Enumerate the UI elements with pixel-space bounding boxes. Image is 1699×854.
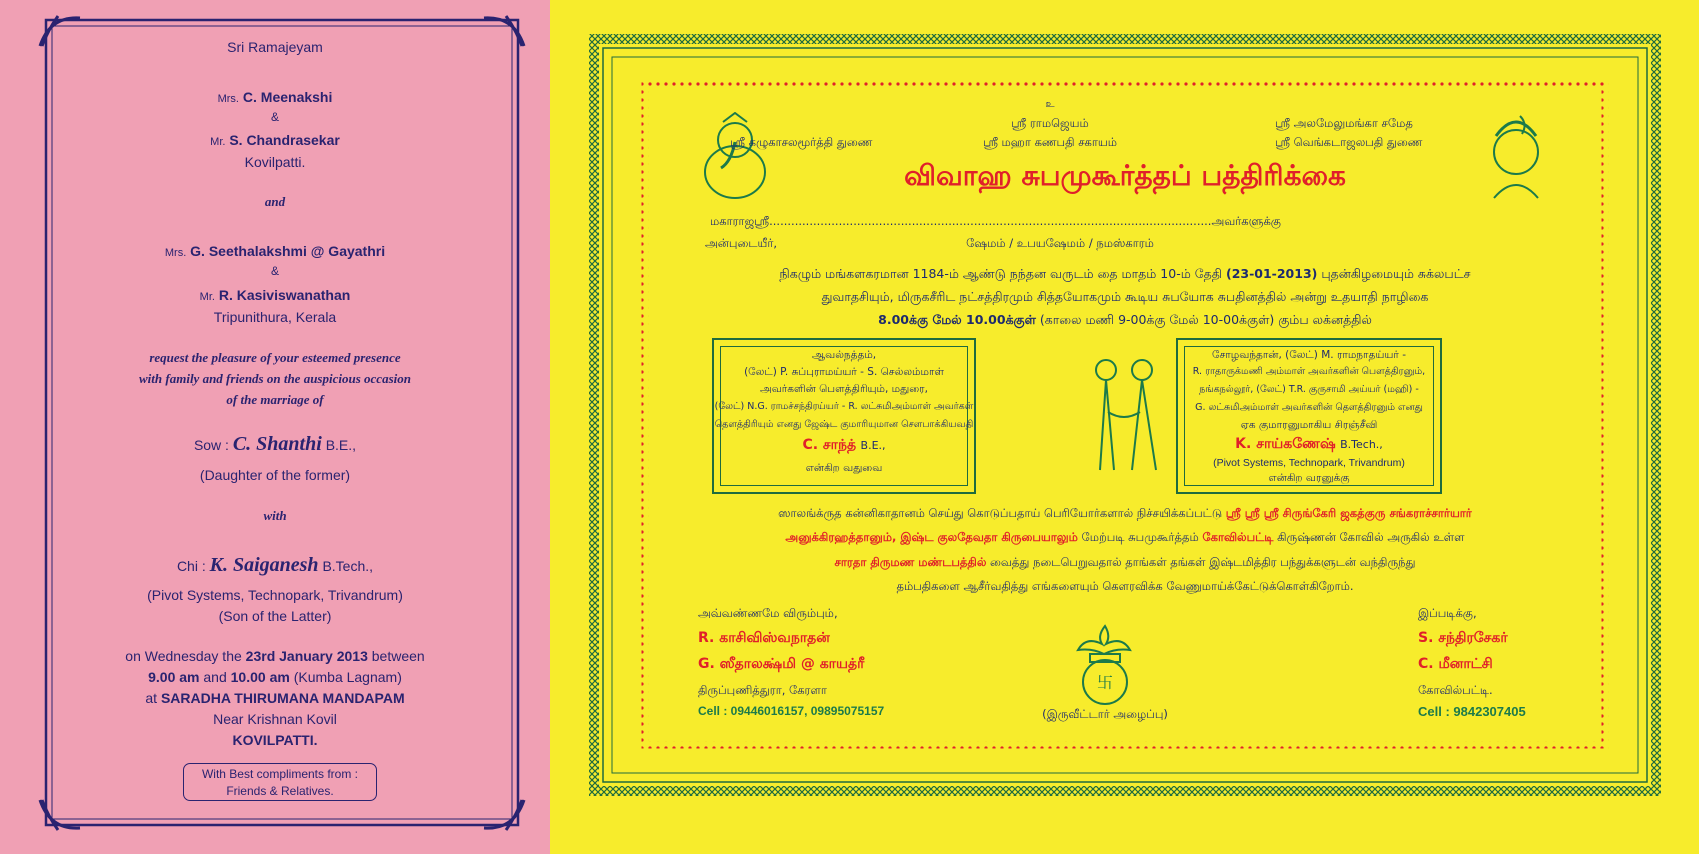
with-text: with: [263, 508, 287, 523]
bride-box-line-3: அவர்களின் பௌத்திரியும், மதுரை,: [760, 383, 928, 395]
couple-image: [1070, 352, 1180, 472]
and-text: and: [264, 194, 286, 209]
right-sig-name-1: S. சந்திரசேகர்: [1418, 630, 1508, 646]
bride-place: Kovilpatti.: [244, 154, 306, 170]
left-sig-name-1: R. காசிவிஸ்வநாதன்: [698, 630, 830, 646]
left-sig-place: திருப்புணித்துரா, கேரளா: [698, 683, 827, 697]
greeting: ஷேமம் / உபயஷேமம் / நமஸ்காரம்: [966, 236, 1154, 250]
bride-line: Sow : C. Shanthi B.E.,: [193, 433, 357, 455]
body-line-1: ஸாலங்க்ருத கன்னிகாதானம் செய்து கொடுப்பதாய் பெரியோர்களால் நிச்சயிக்கப்பட்டு ஸ்ரீ ஸ்ரீ ஸ்ரீ சிருங்கேரி ஜகத்குரு சங்கராச்சார்யார்: [778, 506, 1472, 520]
left-sig-pre: அவ்வண்ணமே விரும்பும்,: [698, 606, 838, 620]
groom-place: Tripunithura, Kerala: [213, 309, 337, 325]
bride-box-line-5: தௌத்திரியும் எனது ஜேஷ்ட குமாரியுமான சௌபாக்கியவதி: [714, 419, 974, 430]
date-line: on Wednesday the 23rd January 2013 between: [125, 648, 425, 664]
groom-work: (Pivot Systems, Technopark, Trivandrum): [147, 587, 403, 603]
request-line-3: of the marriage of: [226, 392, 324, 407]
groom-box-line-5: ஏக குமாரனுமாகிய சிரஞ்சீவி: [1240, 419, 1378, 431]
left-sig-cell: Cell : 09446016157, 09895075157: [698, 704, 885, 718]
para-line-2: துவாதசியும், மிருகசீரிட நட்சத்திரமும் சித்தயோகமும் கூடிய சுபயோக சுபதினத்தில் அன்று உதயாதி நாழிகை: [821, 289, 1429, 304]
groom-line: Chi : K. Saiganesh B.Tech.,: [176, 554, 374, 576]
invocation-right-1: ஸ்ரீ அலமேலுமங்கா சமேத: [1275, 116, 1413, 130]
body-line-2: அனுக்கிரஹத்தானும், இஷ்ட குலதேவதா கிருபையாலும் மேற்படி சுபமுகூர்த்தம் கோவில்பட்டி கிருஷ்ணன் கோவில் அருகில் உள்ள: [785, 530, 1465, 544]
right-sig-place: கோவில்பட்டி.: [1418, 683, 1493, 697]
para-line-1: நிகழும் மங்களகரமான 1184-ம் ஆண்டு நந்தன வருடம் தை மாதம் 10-ம் தேதி (23-01-2013) புதன்கிழமையும் சுக்லபட்ச: [779, 266, 1471, 281]
krishna-image: [1480, 112, 1552, 202]
groom-box-work: (Pivot Systems, Technopark, Trivandrum): [1213, 457, 1405, 469]
bride-box-name: C. சாந்த் B.E.,: [802, 437, 886, 453]
ganesha-image: [697, 112, 773, 202]
bride-box-line-1: ஆவல்நத்தம்,: [811, 349, 877, 361]
compliments-line-1: With Best compliments from :: [201, 767, 359, 781]
groom-relation: (Son of the Latter): [218, 608, 332, 624]
tamil-invitation-panel: [550, 0, 1699, 854]
invocation-center-2: ஸ்ரீ மஹா கணபதி சகாயம்: [982, 135, 1118, 149]
groom-box-name: K. சாய்கணேஷ் B.Tech.,: [1235, 436, 1383, 452]
bride-box-line-2: (லேட்) P. சுப்புராமய்யர் - S. செல்லம்மாள்: [744, 366, 944, 378]
left-sig-name-2: G. ஸீதாலக்ஷ்மி @ காயத்ரீ: [698, 656, 865, 672]
invocation-right-2: ஸ்ரீ வெங்கடாஜலபதி துணை: [1275, 135, 1423, 149]
invitation-title: விவாஹ சுபமுகூர்த்தப் பத்திரிக்கை: [904, 159, 1346, 192]
request-line-1: request the pleasure of your esteemed presence: [149, 350, 401, 365]
bride-relation: (Daughter of the former): [199, 467, 351, 483]
invocation-left: ஸ்ரீ கழுகாசலமூர்த்தி துணை: [730, 135, 873, 149]
groom-box-suffix: என்கிற வரனுக்கு: [1268, 472, 1350, 484]
compliments-line-2: Friends & Relatives.: [226, 784, 334, 798]
ampersand-1: &: [270, 110, 279, 124]
groom-box-line-2: R. ராதாருக்மணி அம்மாள் அவர்களின் பௌத்திரனும்,: [1192, 366, 1426, 377]
para-line-3: 8.00க்கு மேல் 10.00க்குள் (காலை மணி 9-00க்கு மேல் 10-00க்குள்) கும்ப லக்னத்தில்: [878, 312, 1372, 327]
right-sig-name-2: C. மீனாட்சி: [1418, 656, 1493, 672]
groom-box-line-1: சோழவந்தான், (லேட்) M. ராமநாதய்யர் -: [1211, 349, 1406, 361]
town-line: KOVILPATTI.: [232, 732, 318, 748]
bride-mother: Mrs. C. Meenakshi: [217, 89, 333, 105]
bride-box-line-4: (லேட்) N.G. ராமச்சந்திரய்யர் - R. லட்சுமிஅம்மாள் அவர்கள்: [714, 401, 974, 412]
near-line: Near Krishnan Kovil: [213, 711, 337, 727]
time-line: 9.00 am and 10.00 am (Kumba Lagnam): [148, 669, 402, 685]
groom-box-line-4: G. லட்சுமிஅம்மாள் அவர்களின் தௌத்திரனும் எனது: [1195, 402, 1423, 413]
body-line-3: சாரதா திருமண மண்டபத்தில் வைத்து நடைபெறுவதால் தாங்கள் தங்கள் இஷ்டமித்திர பந்துக்களுடன் வந்திருந்து: [834, 555, 1416, 569]
venue-line: at SARADHA THIRUMANA MANDAPAM: [145, 690, 405, 706]
body-line-4: தம்பதிகளை ஆசீர்வதித்து எங்களையும் கௌரவிக்க வேணுமாய்க்கேட்டுக்கொள்கிறோம்.: [896, 579, 1354, 593]
compliments-box: [183, 763, 377, 801]
invocation: Sri Ramajeyam: [227, 39, 323, 55]
groom-mother: Mrs. G. Seethalakshmi @ Gayathri: [164, 243, 386, 259]
bride-father: Mr. S. Chandrasekar: [210, 132, 340, 148]
footer-note: (இருவீட்டார் அழைப்பு): [1042, 707, 1168, 721]
svg-text:卐: 卐: [1096, 673, 1114, 692]
u-symbol: உ: [1045, 99, 1055, 110]
groom-father: Mr. R. Kasiviswanathan: [199, 287, 351, 303]
groom-box-line-3: நங்கநல்லூர், (லேட்) T.R. குருசாமி அய்யர் (மஹி) -: [1199, 384, 1419, 395]
invocation-center-1: ஸ்ரீ ராமஜெயம்: [1011, 116, 1089, 130]
right-sig-pre: இப்படிக்கு,: [1418, 606, 1477, 620]
bride-box-suffix: என்கிற வதுவை: [805, 462, 883, 474]
right-sig-cell: Cell : 9842307405: [1418, 704, 1526, 719]
addressee-line: மகாராஜஸ்ரீ.........................................................................................................................அவர்களுக்கு: [710, 214, 1281, 228]
english-invitation-panel: [0, 0, 550, 854]
request-line-2: with family and friends on the auspicious occasion: [139, 371, 411, 386]
kalasam-image: [1070, 622, 1140, 712]
ampersand-2: &: [270, 264, 279, 278]
anbudaiyir: அன்புடையீர்,: [705, 236, 778, 250]
